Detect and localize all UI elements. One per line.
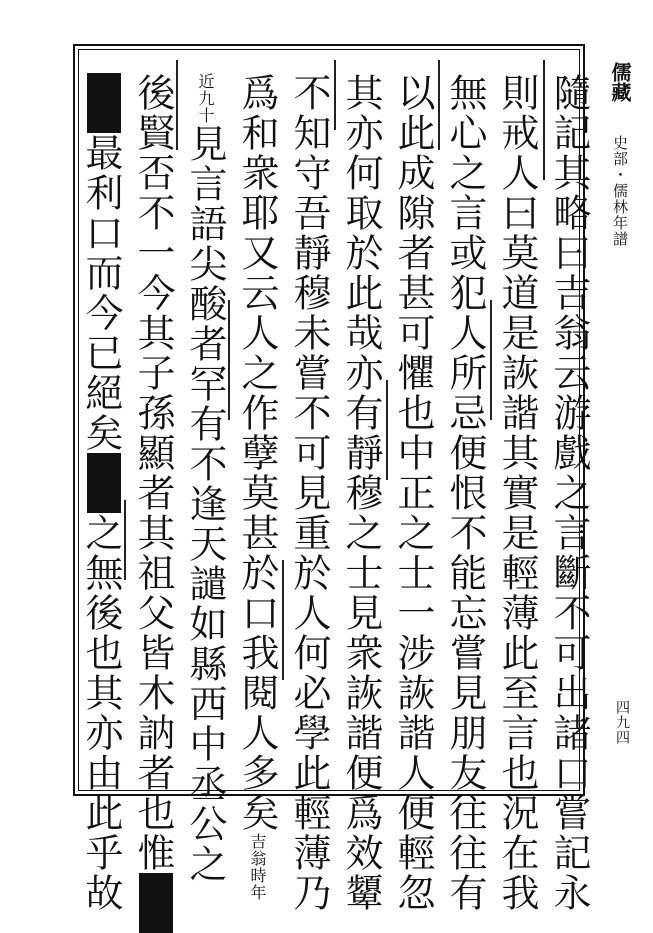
page-number: 四九四 — [614, 700, 630, 745]
column-7-text: 爲和衆耶又云人之作孽莫甚於口我閱人多矣 — [235, 73, 279, 833]
column-rule — [334, 60, 336, 130]
text-column-2: 則戒人曰莫道是詼諧其實是輕薄此至言也況在我 — [495, 73, 539, 913]
column-8-text: 見言語尖酸者罕有不逢天譴如縣西中丞公之 — [183, 124, 227, 884]
redaction-block — [87, 453, 121, 513]
column-rule — [543, 60, 545, 180]
column-rule — [228, 300, 230, 420]
column-rule — [124, 500, 126, 580]
text-column-5: 其亦何取於此哉亦有靜穆之士見衆詼諧便爲效顰 — [339, 73, 383, 913]
column-rule — [282, 560, 284, 680]
section-title: 史部・儒林年譜 — [611, 135, 629, 247]
column-rule — [386, 380, 388, 480]
text-column-9 — [133, 73, 173, 933]
column-9-text: 後賢否不一今其子孫顯者其祖父皆木訥者也惟 — [131, 73, 175, 873]
redaction-block — [139, 873, 173, 933]
side-title — [606, 62, 635, 247]
column-8-note: 近九十 — [196, 73, 215, 124]
text-column-8 — [185, 73, 225, 884]
column-10-text-a: 最利口而今已絕矣 — [79, 133, 123, 453]
text-column-10 — [81, 73, 121, 913]
column-rule — [490, 300, 492, 420]
column-10-text-b: 之無後也其亦由此乎故 — [79, 513, 123, 913]
text-column-7 — [237, 73, 277, 901]
logo: 儒藏 — [608, 62, 632, 102]
redaction-block — [87, 73, 121, 133]
column-7-note: 吉翁時年 — [248, 833, 267, 901]
column-rule — [176, 60, 178, 150]
text-column-6: 不知守吾靜穆未嘗不可見重於人何必學此輕薄乃 — [287, 73, 331, 913]
text-column-4: 以此成隙者甚可懼也中正之士一涉詼諧人便輕忽 — [391, 73, 435, 913]
text-column-3: 無心之言或犯人所忌便恨不能忘嘗見朋友往往有 — [443, 73, 487, 913]
column-rule — [438, 60, 440, 150]
text-column-1: 隨記其略曰吉翁云游戲之言斷不可出諸口嘗記永 — [547, 73, 591, 913]
